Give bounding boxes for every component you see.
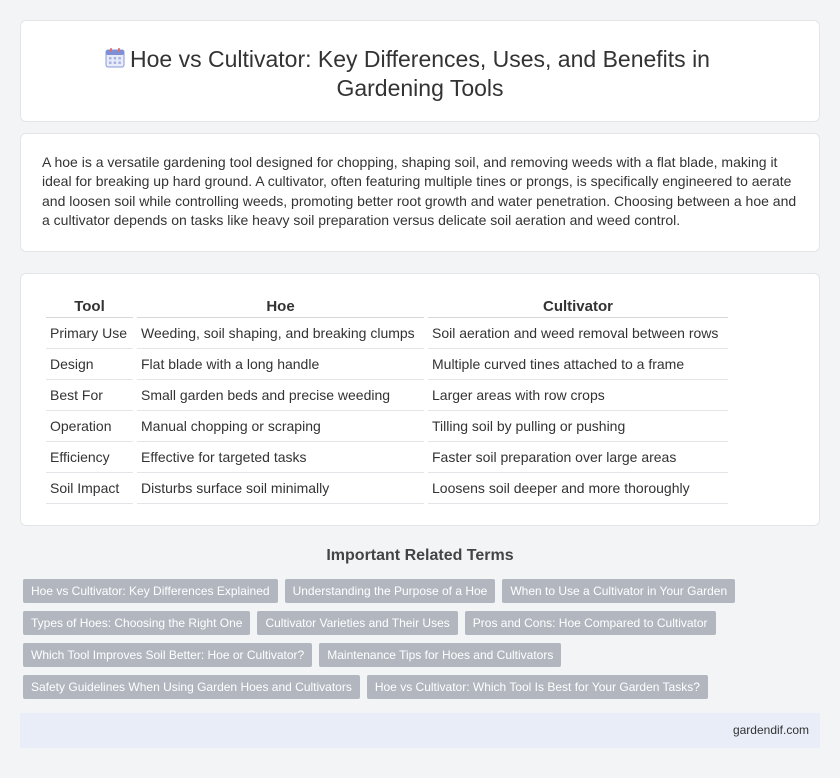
- intro-card: [20, 133, 820, 252]
- table-cell: Soil aeration and weed removal between rows: [428, 318, 728, 349]
- table-cell: Loosens soil deeper and more thoroughly: [428, 473, 728, 504]
- table-row: [46, 318, 728, 349]
- table-cell: Manual chopping or scraping: [137, 411, 424, 442]
- table-cell: Disturbs surface soil minimally: [137, 473, 424, 504]
- header-cultivator: Cultivator: [428, 296, 728, 318]
- table-cell: Effective for targeted tasks: [137, 442, 424, 473]
- table-cell: Flat blade with a long handle: [137, 349, 424, 380]
- related-term-tag[interactable]: Which Tool Improves Soil Better: Hoe or Cultivator?: [23, 643, 312, 667]
- related-terms-title: Important Related Terms: [326, 547, 514, 564]
- table-cell: Tilling soil by pulling or pushing: [428, 411, 728, 442]
- footer: [20, 713, 820, 748]
- table-row: [46, 411, 728, 442]
- table-cell: Soil Impact: [46, 473, 133, 504]
- related-term-tag[interactable]: Hoe vs Cultivator: Key Differences Explained: [23, 579, 278, 603]
- table-header-row: [46, 296, 728, 318]
- related-term-tag[interactable]: Hoe vs Cultivator: Which Tool Is Best for Your Garden Tasks?: [367, 675, 708, 699]
- table-row: [46, 442, 728, 473]
- page-title: Hoe vs Cultivator: Key Differences, Uses, and Benefits in Gardening Tools: [130, 46, 710, 101]
- table-cell: Best For: [46, 380, 133, 411]
- tag-row: [23, 643, 823, 667]
- tag-row: [23, 579, 823, 603]
- related-terms-list: [23, 579, 823, 707]
- table-cell: Design: [46, 349, 133, 380]
- related-term-tag[interactable]: Maintenance Tips for Hoes and Cultivators: [319, 643, 561, 667]
- related-term-tag[interactable]: Pros and Cons: Hoe Compared to Cultivator: [465, 611, 716, 635]
- header-card: [20, 20, 820, 122]
- table-cell: Small garden beds and precise weeding: [137, 380, 424, 411]
- table-cell: Weeding, soil shaping, and breaking clumps: [137, 318, 424, 349]
- table-cell: Operation: [46, 411, 133, 442]
- header-tool: Tool: [46, 296, 133, 318]
- site-link[interactable]: gardendif.com: [732, 723, 809, 737]
- header-hoe: Hoe: [137, 296, 424, 318]
- table-cell: Primary Use: [46, 318, 133, 349]
- table-row: [46, 473, 728, 504]
- table-cell: Efficiency: [46, 442, 133, 473]
- comparison-card: [20, 273, 820, 526]
- related-term-tag[interactable]: Safety Guidelines When Using Garden Hoes and Cultivators: [23, 675, 360, 699]
- table-cell: Faster soil preparation over large areas: [428, 442, 728, 473]
- tag-row: [23, 675, 823, 699]
- table-cell: Larger areas with row crops: [428, 380, 728, 411]
- related-term-tag[interactable]: Types of Hoes: Choosing the Right One: [23, 611, 250, 635]
- intro-paragraph: A hoe is a versatile gardening tool designed for chopping, shaping soil, and removing weeds with a flat blade, making it ideal for breaking up hard ground. A cultivator, often featuring multiple tines or prongs, is specifically engineered to aerate and loosen soil while controlling weeds, promoting better root growth and water penetration. Choosing between a hoe and a cultivator depends on tasks like heavy soil preparation versus delicate soil aeration and weed control.: [42, 154, 797, 228]
- comparison-table: [42, 296, 732, 504]
- tag-row: [23, 611, 823, 635]
- table-row: [46, 349, 728, 380]
- related-term-tag[interactable]: When to Use a Cultivator in Your Garden: [502, 579, 735, 603]
- table-cell: Multiple curved tines attached to a frame: [428, 349, 728, 380]
- table-row: [46, 380, 728, 411]
- related-term-tag[interactable]: Cultivator Varieties and Their Uses: [257, 611, 457, 635]
- related-term-tag[interactable]: Understanding the Purpose of a Hoe: [285, 579, 496, 603]
